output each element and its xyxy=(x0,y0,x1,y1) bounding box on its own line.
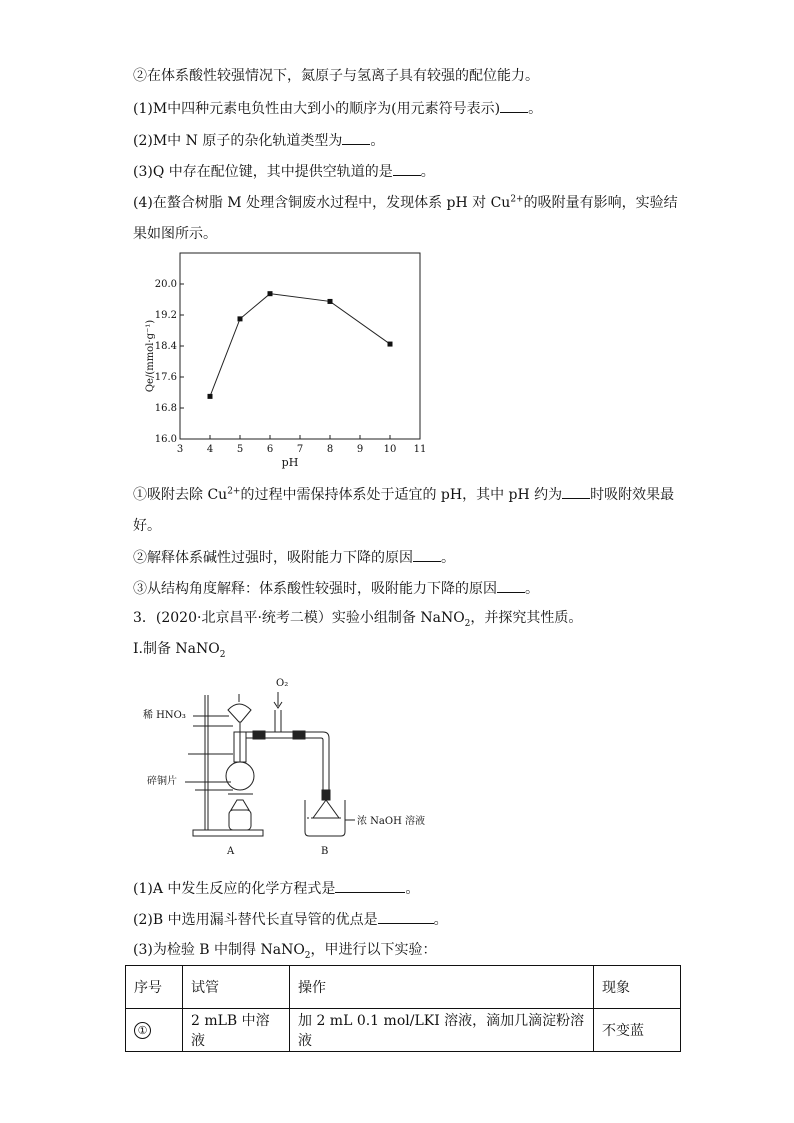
plot-frame xyxy=(180,253,420,439)
text: 。 xyxy=(525,581,539,597)
text: 。 xyxy=(370,133,385,149)
rubber-joint xyxy=(293,731,305,739)
experiment-table xyxy=(125,965,681,1052)
superscript: 2+ xyxy=(510,194,524,205)
question-line xyxy=(133,98,542,119)
question-line xyxy=(133,193,678,213)
answer-blank[interactable] xyxy=(393,161,421,176)
text: 。 xyxy=(433,912,448,928)
answer-blank[interactable] xyxy=(562,484,590,499)
text: 的过程中需保持体系处于适宜的 pH，其中 pH 约为 xyxy=(240,487,563,503)
text: (1)M中四种元素电负性由大到小的顺序为(用元素符号表示) xyxy=(133,101,501,117)
question-line xyxy=(133,878,419,899)
o2-label: O₂ xyxy=(276,678,289,689)
answer-blank[interactable] xyxy=(342,130,370,145)
text: (2)M中 N 原子的杂化轨道类型为 xyxy=(133,133,343,149)
copper-label: 碎铜片 xyxy=(147,776,177,787)
stand-base xyxy=(193,830,263,836)
section-title xyxy=(133,639,226,659)
text-line xyxy=(133,224,217,244)
row-number: ① xyxy=(134,1022,151,1039)
text: (3)Q 中存在配位键，其中提供空轨道的是 xyxy=(133,164,393,180)
data-point xyxy=(328,299,333,304)
answer-blank[interactable] xyxy=(378,909,434,924)
x-tick-label: 4 xyxy=(206,444,214,455)
x-tick-label: 9 xyxy=(356,444,364,455)
text: ，并探究其性质。 xyxy=(470,610,583,626)
alcohol-lamp xyxy=(229,810,251,830)
table-cell: 不变蓝 xyxy=(594,1009,681,1052)
data-point xyxy=(208,394,213,399)
y-tick-label: 17.6 xyxy=(154,372,177,383)
text: ③从结构角度解释：体系酸性较强时，吸附能力下降的原因 xyxy=(133,581,497,597)
table-header-row xyxy=(126,966,681,1009)
text: 3．(2020·北京昌平·统考二模）实验小组制备 NaNO xyxy=(133,610,465,626)
table-header-cell: 操作 xyxy=(290,966,594,1009)
table-header-cell: 试管 xyxy=(183,966,290,1009)
question-line xyxy=(133,578,539,599)
subscript: 2 xyxy=(219,649,226,660)
text: ①吸附去除 Cu xyxy=(133,487,228,503)
x-tick-label: 7 xyxy=(296,444,304,455)
y-tick-label: 18.4 xyxy=(154,341,177,352)
table-header-cell: 现象 xyxy=(594,966,681,1009)
adsorption-chart xyxy=(145,250,440,475)
question-line xyxy=(133,909,448,930)
text: (4)在螯合树脂 M 处理含铜废水过程中，发现体系 pH 对 Cu xyxy=(133,195,511,211)
text: 。 xyxy=(405,881,420,897)
text: (3)为检验 B 中制得 NaNO xyxy=(133,942,305,958)
text: 时吸附效果最 xyxy=(590,487,675,503)
text: ②解释体系碱性过强时，吸附能力下降的原因 xyxy=(133,550,413,566)
subscript: 2 xyxy=(304,950,311,961)
answer-blank[interactable] xyxy=(500,98,528,113)
y-axis-label: Qe/(mmol·g⁻¹) xyxy=(145,319,156,393)
question-line xyxy=(133,130,384,151)
table-header-cell: 序号 xyxy=(126,966,183,1009)
y-tick-label: 16.0 xyxy=(154,434,177,445)
x-tick-label: 3 xyxy=(176,444,184,455)
question-line xyxy=(133,940,437,960)
text: ，甲进行以下实验： xyxy=(310,942,437,958)
subscript: 2 xyxy=(464,618,471,629)
round-flask xyxy=(226,762,254,790)
text: (1)A 中发生反应的化学方程式是 xyxy=(133,881,336,897)
text: 。 xyxy=(420,164,435,180)
x-axis-label: pH xyxy=(281,456,299,469)
answer-blank[interactable] xyxy=(413,547,441,562)
text: 。 xyxy=(441,550,455,566)
naoh-label: 浓 NaOH 溶液 xyxy=(357,816,425,827)
alcohol-lamp-flame xyxy=(231,800,249,810)
superscript: 2+ xyxy=(227,486,241,497)
x-tick-label: 10 xyxy=(383,444,397,455)
question-line xyxy=(133,484,674,505)
dropping-funnel xyxy=(228,704,251,722)
series-line xyxy=(210,294,390,397)
x-tick-label: 11 xyxy=(413,444,427,455)
delivery-tube xyxy=(246,732,329,790)
x-tick-label: 8 xyxy=(326,444,334,455)
text: I.制备 NaNO xyxy=(133,641,220,657)
question-line xyxy=(133,161,435,182)
answer-blank[interactable] xyxy=(497,578,525,593)
text: 果如图所示。 xyxy=(133,226,217,242)
text-line xyxy=(133,66,539,86)
y-tick-label: 19.2 xyxy=(154,310,177,321)
table-cell xyxy=(126,1009,183,1052)
table-cell: 加 2 mL 0.1 mol/LKI 溶液，滴加几滴淀粉溶液 xyxy=(290,1009,594,1052)
data-point xyxy=(388,342,393,347)
inverted-funnel xyxy=(313,800,339,818)
x-tick-label: 6 xyxy=(266,444,274,455)
text: 的吸附量有影响，实验结 xyxy=(523,195,678,211)
question-line xyxy=(133,547,455,568)
text: (2)B 中选用漏斗替代长直导管的优点是 xyxy=(133,912,378,928)
label-a: A xyxy=(227,846,235,857)
acid-label: 稀 HNO₃ xyxy=(143,710,186,721)
y-tick-label: 20.0 xyxy=(154,279,177,290)
rubber-joint xyxy=(253,731,265,739)
text: ②在体系酸性较强情况下，氮原子与氢离子具有较强的配位能力。 xyxy=(133,68,539,84)
y-tick-label: 16.8 xyxy=(154,403,177,414)
answer-blank[interactable] xyxy=(335,878,405,893)
data-point xyxy=(268,291,273,296)
x-tick-label: 5 xyxy=(236,444,244,455)
data-point xyxy=(238,316,243,321)
table-row xyxy=(126,1009,681,1052)
delivery-tube xyxy=(246,738,323,790)
text-line xyxy=(133,516,161,536)
question-header xyxy=(133,608,582,628)
table-cell: 2 mLB 中溶液 xyxy=(183,1009,290,1052)
apparatus-diagram xyxy=(133,670,433,865)
label-b: B xyxy=(321,846,329,857)
text: 好。 xyxy=(133,518,161,534)
text: 。 xyxy=(528,101,543,117)
rubber-joint xyxy=(322,790,330,800)
